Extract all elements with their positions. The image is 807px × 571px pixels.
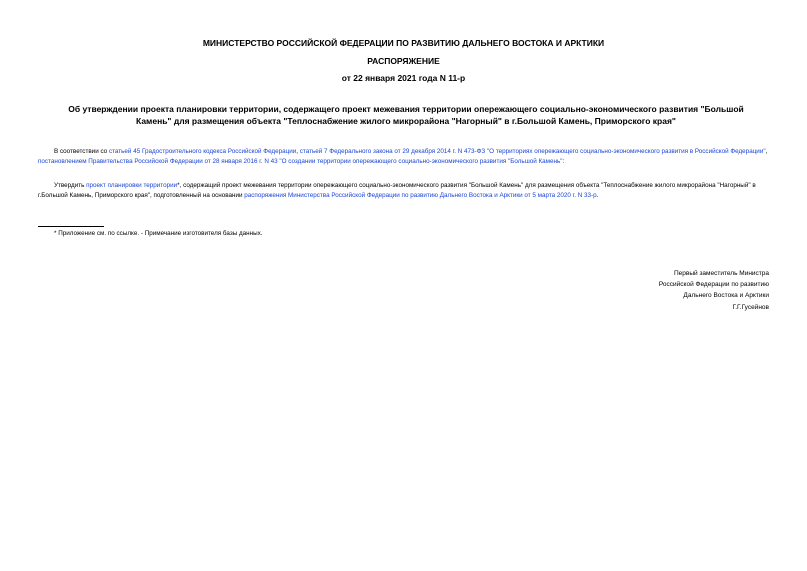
link-federal-law-473[interactable]: статьей 7 Федерального закона от 29 декабря 2014 г. N 473-ФЗ "О территориях опережающего социально-экономического развития в Российской Федерации"	[299, 148, 766, 155]
document-date-number: от 22 января 2021 года N 11-р	[341, 73, 466, 83]
paragraph-text: .	[596, 192, 599, 199]
footnote-divider	[38, 226, 104, 227]
paragraph-text: *, содержащий проект межевания территории опережающего социально-экономического развития "Большой Камень" для размещения объекта "Теплоснабжение жилого микрорайона "Нагорный" в г.Большой Камень, Приморского края", подготовленный на основании	[38, 182, 756, 199]
footnote: * Приложение см. по ссылке. - Примечание изготовителя базы данных.	[54, 230, 263, 237]
signature-position-line: Дальнего Востока и Арктики	[683, 292, 769, 300]
signatory-name: Г.Г.Гусейнов	[732, 303, 769, 311]
ministry-heading: МИНИСТЕРСТВО РОССИЙСКОЙ ФЕДЕРАЦИИ ПО РАЗВИТИЮ ДАЛЬНЕГО ВОСТОКА И АРКТИКИ	[202, 38, 605, 48]
paragraph-text: В соответствии со	[54, 148, 109, 155]
paragraph-text: ,	[296, 148, 300, 155]
paragraph-legal-basis	[38, 147, 773, 167]
paragraph-text: ,	[765, 148, 768, 155]
signature-position-line: Российской Федерации по развитию	[658, 281, 769, 289]
paragraph-approval	[38, 181, 773, 201]
link-urban-planning-code-art45[interactable]: статьей 45 Градостроительного кодекса Российской Федерации	[108, 148, 297, 155]
signature-block	[659, 268, 769, 313]
document-title: Об утверждении проекта планировки территории, содержащего проект межевания территории опережающего социально-экономического развития "Большой Камень" для размещения объекта "Теплоснабжение жилого микрорайона "Нагорный" в г.Большой Камень, Приморского края"	[68, 104, 744, 126]
document-type: РАСПОРЯЖЕНИЕ	[367, 56, 440, 66]
link-government-resolution-43[interactable]: постановлением Правительства Российской Федерации от 28 января 2016 г. N 43 "О создании территории опережающего социально-экономического развития "Большой Камень"	[38, 158, 563, 165]
paragraph-text: :	[562, 158, 565, 165]
link-territory-planning-project[interactable]: проект планировки территории	[86, 182, 178, 189]
link-ministry-order-33[interactable]: распоряжения Министерства Российской Федерации по развитию Дальнего Востока и Арктики от 5 марта 2020 г. N 33-р	[244, 192, 597, 199]
paragraph-text: Утвердить	[54, 182, 87, 189]
signature-position-line: Первый заместитель Министра	[673, 270, 769, 277]
